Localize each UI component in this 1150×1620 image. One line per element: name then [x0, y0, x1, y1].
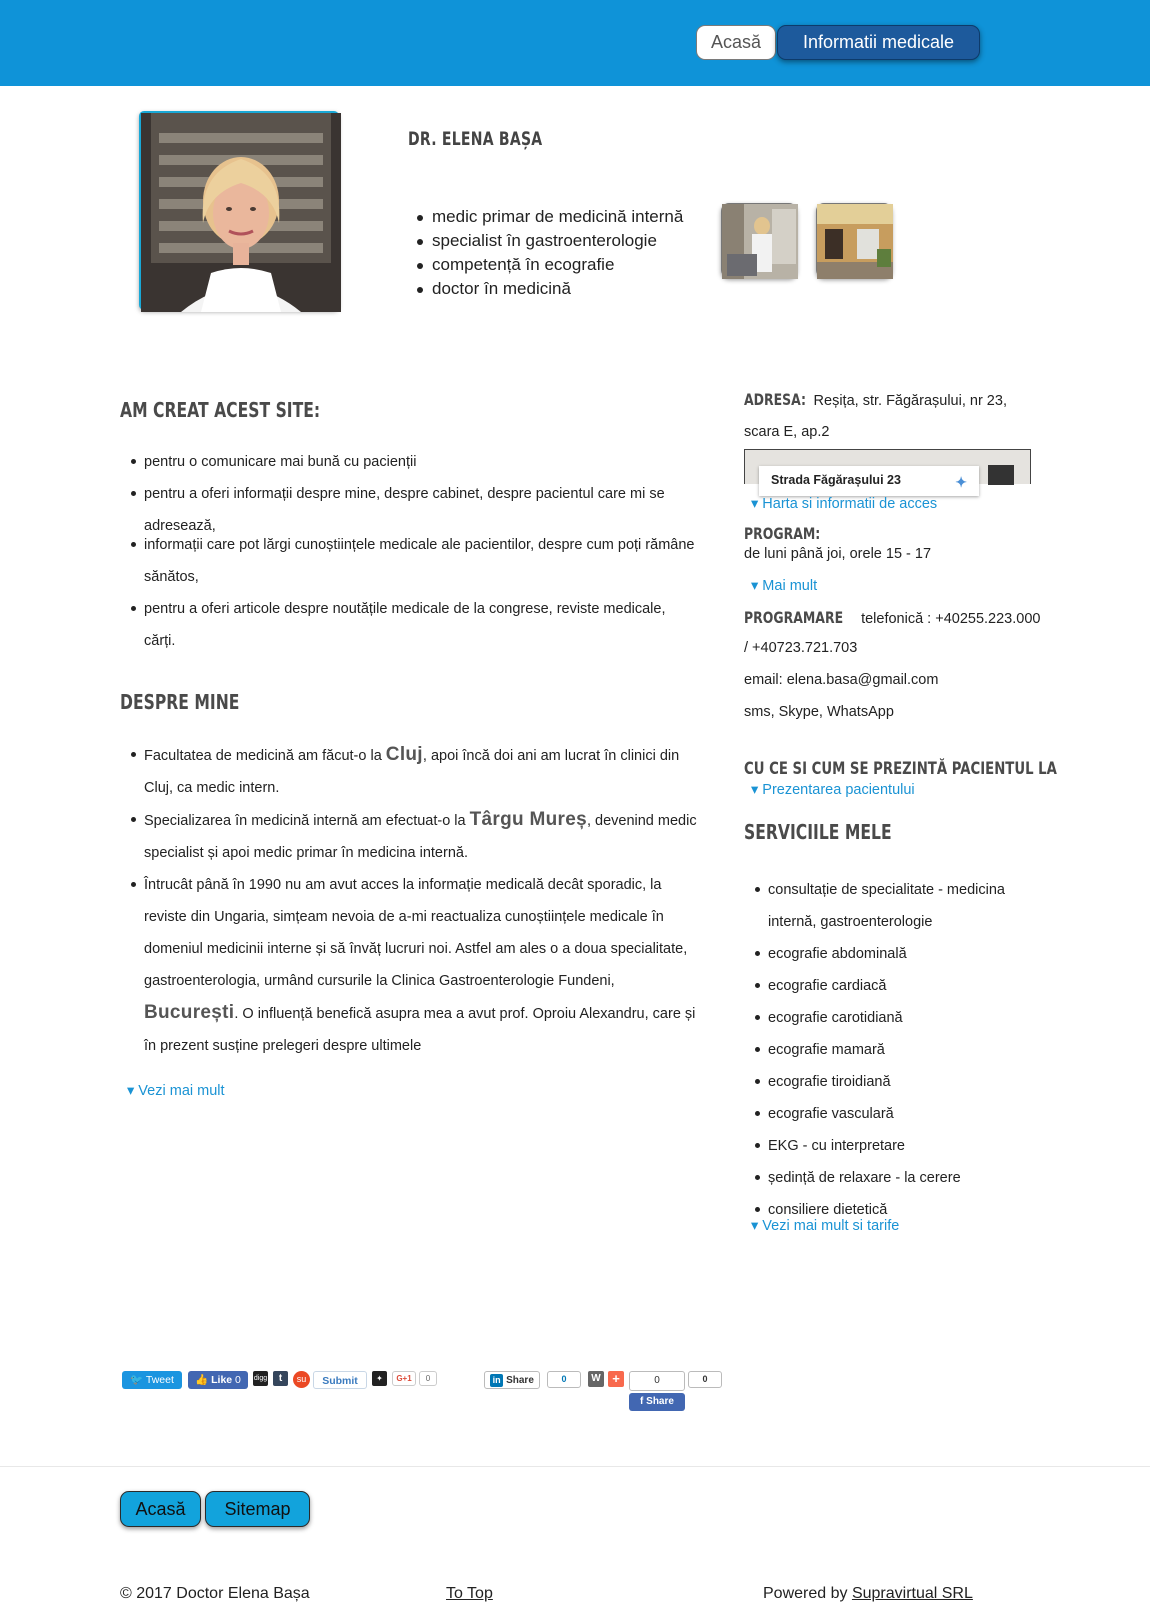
services-more-link[interactable]: ▾ Vezi mai mult si tarife	[751, 1218, 900, 1234]
patient-heading: CU CE SI CUM SE PREZINTĂ PACIENTUL LA	[744, 759, 1057, 779]
map-access-link[interactable]: ▾ Harta si informatii de acces	[751, 496, 938, 512]
address-label: ADRESA:	[744, 390, 807, 409]
about-heading: DESPRE MINE	[120, 690, 240, 714]
site-purpose-list	[120, 446, 700, 657]
submit-button[interactable]: Submit	[313, 1371, 367, 1389]
list-item	[120, 804, 700, 869]
like-label: Like	[211, 1374, 233, 1386]
clinic-building-thumbnail[interactable]	[816, 203, 892, 278]
list-item	[120, 739, 700, 804]
facebook-share-label: Share	[646, 1396, 674, 1407]
to-top-link[interactable]: To Top	[446, 1585, 493, 1602]
tweet-button[interactable]: 🐦 Tweet	[122, 1371, 182, 1389]
location-map[interactable]	[744, 449, 1031, 490]
linkedin-share-button[interactable]	[484, 1371, 540, 1389]
service-item: consiliere dietetică	[744, 1194, 1039, 1226]
service-item: ședință de relaxare - la cerere	[744, 1162, 1039, 1194]
about-text: , apoi încă doi ani am lucrat în clinici din Cluj, ca medic intern.	[144, 748, 680, 796]
header-bar	[0, 0, 1150, 86]
city-name: București	[144, 1002, 235, 1023]
list-item: pentru o comunicare mai bună cu pacienții	[120, 446, 700, 478]
doctor-portrait	[139, 111, 339, 310]
tweet-label: Tweet	[145, 1374, 174, 1386]
footer-home-button[interactable]: Acasă	[120, 1491, 201, 1527]
powered-by	[763, 1585, 973, 1603]
site-purpose-panel	[120, 452, 700, 664]
powered-by-link[interactable]: Supravirtual SRL	[851, 1585, 973, 1602]
qualification-item: specialist în gastroenterologie	[415, 231, 683, 255]
doctor-name: DR. ELENA BAȘA	[408, 128, 543, 150]
map-info-card	[759, 466, 979, 496]
social-share-bar	[122, 1371, 722, 1411]
list-item: pentru a oferi articole despre noutățile medicale de la congrese, reviste medicale, cărți.	[120, 593, 700, 657]
about-text: Întrucât până în 1990 nu am avut acces la informație medicală decât sporadic, la reviste din Ungaria, simțeam nevoia de a-mi reactualiza cunoștiințele medicale în domeniul medicinii interne și să învăț lucruri noi. Astfel am ales o a doua specialitate, gastroenterologia, urmând cursurile la Clinica Gastroenterologie Fundeni,	[144, 877, 688, 989]
list-item	[120, 869, 700, 1062]
service-item: consultație de specialitate - medicina internă, gastroenterologie	[744, 874, 1039, 938]
qualification-item: medic primar de medicină internă	[415, 207, 683, 231]
about-list	[120, 739, 700, 1062]
add-share-icon[interactable]: +	[608, 1371, 624, 1387]
appointment-label: PROGRAMARE	[744, 608, 844, 627]
myspace-icon[interactable]: ✦	[372, 1371, 387, 1386]
share-count: 0	[688, 1371, 722, 1388]
copyright-text: © 2017 Doctor Elena Bașa	[120, 1585, 310, 1602]
about-panel	[120, 741, 700, 1057]
services-list	[744, 874, 1039, 1226]
about-text: Specializarea în medicină internă am efectuat-o la	[144, 813, 470, 829]
about-text: , devenind medic specialist și apoi medic primar în medicina internă.	[144, 813, 697, 861]
map-street-photo	[988, 465, 1014, 485]
wordpress-icon[interactable]: W	[588, 1371, 604, 1387]
facebook-like-button[interactable]: 👍 Like 0	[188, 1371, 248, 1389]
program-text: de luni până joi, orele 15 - 17	[744, 546, 932, 562]
contact-email: email: elena.basa@gmail.com	[744, 672, 939, 688]
qualification-item: competență în ecografie	[415, 255, 683, 279]
footer-divider	[0, 1466, 1150, 1467]
stumbleupon-icon[interactable]: su	[293, 1371, 310, 1388]
about-more-link[interactable]: ▾ Vezi mai mult	[127, 1083, 225, 1099]
google-plus-count: 0	[419, 1371, 437, 1386]
appointment-line	[744, 608, 1040, 627]
program-label: PROGRAM:	[744, 524, 821, 543]
service-item: ecografie mamară	[744, 1034, 1039, 1066]
clinic-photo-thumbnail[interactable]	[721, 203, 797, 278]
service-item: ecografie tiroidiană	[744, 1066, 1039, 1098]
service-item: ecografie cardiacă	[744, 970, 1039, 1002]
list-item: informații care pot lărgi cunoștiințele medicale ale pacientilor, despre cum poți rămâne sănătos,	[120, 529, 700, 593]
map-address-label: Strada Făgărașului 23	[771, 473, 901, 487]
nav-home-button[interactable]: Acasă	[696, 25, 776, 60]
like-count: 0	[235, 1374, 241, 1386]
service-item: EKG - cu interpretare	[744, 1130, 1039, 1162]
facebook-share-count: 0	[629, 1371, 685, 1391]
service-item: ecografie abdominală	[744, 938, 1039, 970]
address-text: Reșița, str. Făgărașului, nr 23,	[813, 393, 1007, 409]
service-item: ecografie carotidiană	[744, 1002, 1039, 1034]
footer-sitemap-button[interactable]: Sitemap	[205, 1491, 310, 1527]
list-item: pentru a oferi informații despre mine, despre cabinet, despre pacientul care mi se adresează,	[120, 478, 700, 542]
patient-heading-clip	[744, 757, 1057, 779]
linkedin-label: Share	[506, 1375, 534, 1386]
linkedin-count: 0	[547, 1371, 581, 1388]
services-panel	[744, 874, 1044, 1218]
tumblr-icon[interactable]: t	[273, 1371, 288, 1386]
facebook-share-button[interactable]: f Share	[629, 1393, 685, 1411]
qualification-item: doctor în medicină	[415, 279, 683, 303]
contact-channels: sms, Skype, WhatsApp	[744, 704, 894, 720]
linkedin-icon: in	[490, 1374, 503, 1387]
patient-presentation-link[interactable]: ▾ Prezentarea pacientului	[751, 782, 915, 798]
appointment-phone-2: / +40723.721.703	[744, 640, 858, 656]
nav-medical-info-button[interactable]: Informatii medicale	[777, 25, 980, 60]
service-item: ecografie vasculară	[744, 1098, 1039, 1130]
powered-prefix: Powered by	[763, 1585, 852, 1602]
site-purpose-heading: AM CREAT ACEST SITE:	[120, 398, 321, 422]
address-line	[744, 390, 1007, 409]
map-pin-icon: ✦	[955, 474, 967, 490]
about-text: . O influență benefică asupra mea a avut prof. Oproiu Alexandru, care și în prezent susține prelegeri despre ultimele	[144, 1006, 696, 1054]
appointment-phone: telefonică : +40255.223.000	[861, 611, 1041, 627]
qualifications-list	[415, 207, 683, 303]
google-plus-icon[interactable]: G+1	[392, 1371, 416, 1386]
about-text: Facultatea de medicină am făcut-o la	[144, 748, 386, 764]
program-heading	[744, 524, 828, 543]
city-name: Cluj	[385, 744, 423, 765]
address-line-2: scara E, ap.2	[744, 424, 830, 440]
city-name: Târgu Mureș	[469, 809, 587, 830]
services-heading: SERVICIILE MELE	[744, 820, 892, 844]
program-more-link[interactable]: ▾ Mai mult	[751, 578, 818, 594]
digg-icon[interactable]: digg	[253, 1371, 268, 1386]
